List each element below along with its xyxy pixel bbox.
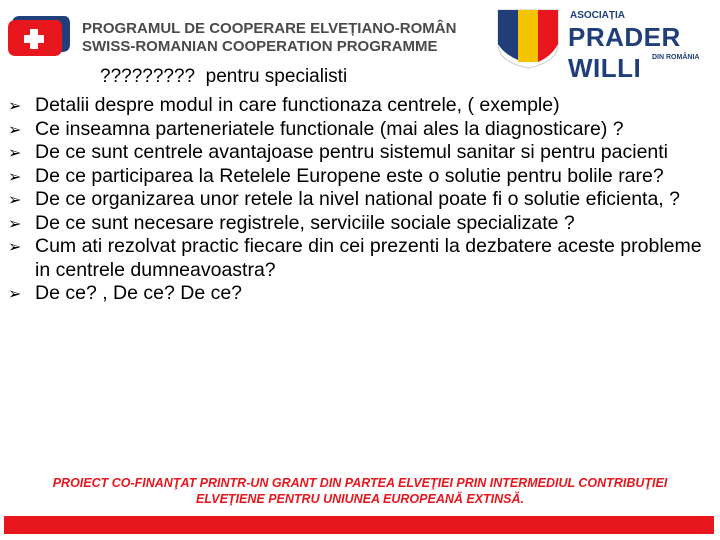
arrow-bullet-icon: ➢ <box>8 190 22 209</box>
prader-name-label: PRADER WILLI <box>568 22 681 83</box>
arrow-bullet-icon: ➢ <box>8 213 22 233</box>
bullet-item <box>8 94 714 118</box>
arrow-bullet-icon: ➢ <box>8 119 22 139</box>
bullet-list <box>8 94 714 306</box>
bullet-text: Cum ati rezolvat practic fiecare din cei prezenti la dezbatere aceste probleme in centrele dumneavoastra? <box>35 235 702 281</box>
bullet-item <box>8 118 714 142</box>
arrow-bullet-icon: ➢ <box>8 96 22 115</box>
bullet-item <box>8 235 714 282</box>
bullet-text: De ce sunt centrele avantajoase pentru sistemul sanitar si pentru pacienti <box>35 141 669 163</box>
slide-subtitle: ????????? pentru specialisti <box>100 66 348 87</box>
arrow-bullet-icon: ➢ <box>8 284 22 303</box>
program-title-line1: PROGRAMUL DE COOPERARE ELVEȚIANO-ROMÂN <box>82 20 457 37</box>
arrow-bullet-icon: ➢ <box>8 143 22 162</box>
bullet-text: De ce? , De ce? De ce? <box>35 282 243 304</box>
bullet-text: De ce organizarea unor retele la nivel national poate fi o solutie eficienta, ? <box>35 188 680 210</box>
arrow-bullet-icon: ➢ <box>8 237 22 256</box>
bullet-text: De ce sunt necesare registrele, serviciile sociale specializate ? <box>35 211 575 234</box>
bullet-item <box>8 282 714 306</box>
program-title <box>82 20 456 56</box>
prader-assoc-label: ASOCIAȚIA <box>570 10 625 21</box>
prader-sub-label: DIN ROMÂNIA <box>652 54 700 61</box>
footer-red-bar <box>4 516 714 534</box>
program-title-line2: SWISS-ROMANIAN COOPERATION PROGRAMME <box>82 38 438 55</box>
bullet-item <box>8 188 714 212</box>
funding-notice-line2: ELVEŢIENE PENTRU UNIUNEA EUROPEANĂ EXTINSĂ. <box>195 492 525 506</box>
bullet-item <box>8 212 714 236</box>
swiss-cooperation-logo <box>4 10 72 60</box>
bullet-text: De ce participarea la Retelele Europene este o solutie pentru bolile rare? <box>35 164 664 187</box>
arrow-bullet-icon: ➢ <box>8 166 22 186</box>
funding-notice <box>0 475 720 507</box>
bullet-text: Ce inseamna parteneriatele functionale (mai ales la diagnosticare) ? <box>35 117 624 140</box>
bullet-item <box>8 141 714 165</box>
bullet-item <box>8 165 714 189</box>
bullet-text: Detalii despre modul in care functionaza centrele, ( exemple) <box>35 94 560 116</box>
funding-notice-line1: PROIECT CO-FINANŢAT PRINTR-UN GRANT DIN PARTEA ELVEŢIEI PRIN INTERMEDIUL CONTRIBUŢIEI <box>52 476 668 490</box>
